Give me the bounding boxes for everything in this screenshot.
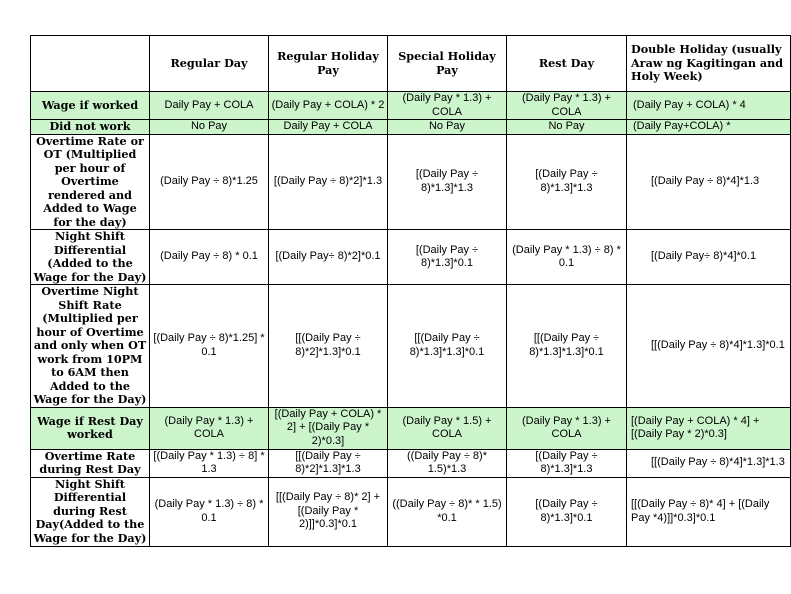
table-cell: [[(Daily Pay ÷ 8)*2]*1.3]*0.1 (269, 285, 388, 408)
table-cell: ((Daily Pay ÷ 8)* 1.5)*1.3 (388, 449, 507, 477)
table-cell: (Daily Pay * 1.5) + COLA (388, 407, 507, 449)
table-cell: [[(Daily Pay ÷ 8)*1.3]*1.3]*0.1 (507, 285, 627, 408)
table-cell: (Daily Pay + COLA) * 2 (269, 92, 388, 120)
row-label: Overtime Rate during Rest Day (31, 449, 150, 477)
column-header-special-holiday: Special Holiday Pay (388, 36, 507, 92)
table-cell: (Daily Pay ÷ 8) * 0.1 (150, 230, 269, 285)
table-cell: No Pay (507, 120, 627, 135)
row-label: Overtime Night Shift Rate (Multiplied per hour of Overtime and only when OT work from 10PM to 6AM then Added to the Wage for the Day) (31, 285, 150, 408)
column-header-rest-day: Rest Day (507, 36, 627, 92)
row-label: Wage if worked (31, 92, 150, 120)
table-row (31, 285, 791, 408)
row-label: Overtime Rate or OT (Multiplied per hour of Overtime rendered and Added to Wage for the day) (31, 134, 150, 230)
table-cell: (Daily Pay * 1.3) + COLA (507, 407, 627, 449)
table-cell: (Daily Pay * 1.3) ÷ 8) * 0.1 (150, 477, 269, 546)
row-label: Wage if Rest Day worked (31, 407, 150, 449)
table-cell: [(Daily Pay÷ 8)*2]*0.1 (269, 230, 388, 285)
table-cell: [(Daily Pay ÷ 8)*1.3]*1.3 (507, 134, 627, 230)
table-row (31, 120, 791, 135)
table-row (31, 449, 791, 477)
holiday-pay-table (30, 35, 791, 547)
column-header-double-holiday: Double Holiday (usually Araw ng Kagitingan and Holy Week) (627, 36, 791, 92)
table-cell: [[(Daily Pay ÷ 8)*1.3]*1.3]*0.1 (388, 285, 507, 408)
header-row (31, 36, 791, 92)
table-cell: [[(Daily Pay ÷ 8)*4]*1.3]*0.1 (627, 285, 791, 408)
table-cell: (Daily Pay * 1.3) + COLA (388, 92, 507, 120)
table-row (31, 230, 791, 285)
table-cell: (Daily Pay * 1.3) + COLA (150, 407, 269, 449)
row-label: Night Shift Differential during Rest Day(Added to the Wage for the Day) (31, 477, 150, 546)
table-cell: Daily Pay + COLA (150, 92, 269, 120)
table-cell: [(Daily Pay ÷ 8)*1.3]*1.3 (507, 449, 627, 477)
table-cell: [(Daily Pay ÷ 8)*2]*1.3 (269, 134, 388, 230)
table-cell: [(Daily Pay÷ 8)*4]*0.1 (627, 230, 791, 285)
table-cell: No Pay (150, 120, 269, 135)
table-cell: (Daily Pay * 1.3) ÷ 8) * 0.1 (507, 230, 627, 285)
table-row (31, 407, 791, 449)
row-label: Did not work (31, 120, 150, 135)
table-cell: [(Daily Pay ÷ 8)*1.25] * 0.1 (150, 285, 269, 408)
row-label: Night Shift Differential (Added to the Wage for the Day) (31, 230, 150, 285)
table-cell: [[(Daily Pay ÷ 8)*2]*1.3]*1.3 (269, 449, 388, 477)
table-cell: [(Daily Pay ÷ 8)*4]*1.3 (627, 134, 791, 230)
table-cell: [[(Daily Pay ÷ 8)* 4] + [(Daily Pay *4)]]*0.3]*0.1 (627, 477, 791, 546)
table-cell: (Daily Pay * 1.3) + COLA (507, 92, 627, 120)
table-cell: No Pay (388, 120, 507, 135)
table-cell: [(Daily Pay ÷ 8)*1.3]*0.1 (388, 230, 507, 285)
column-header-regular-holiday: Regular Holiday Pay (269, 36, 388, 92)
table-cell: (Daily Pay + COLA) * 4 (627, 92, 791, 120)
table-cell: [(Daily Pay ÷ 8)*1.3]*1.3 (388, 134, 507, 230)
table-cell: [(Daily Pay ÷ 8)*1.3]*0.1 (507, 477, 627, 546)
table-row (31, 92, 791, 120)
table-cell: [[(Daily Pay ÷ 8)* 2] + [(Daily Pay * 2)]]*0.3]*0.1 (269, 477, 388, 546)
table-row (31, 477, 791, 546)
table-cell: Daily Pay + COLA (269, 120, 388, 135)
table-cell: (Daily Pay+COLA) * (627, 120, 791, 135)
table-cell: ((Daily Pay ÷ 8)* * 1.5) *0.1 (388, 477, 507, 546)
table-row (31, 134, 791, 230)
table-cell: (Daily Pay ÷ 8)*1.25 (150, 134, 269, 230)
table-cell: [(Daily Pay * 1.3) ÷ 8] * 1.3 (150, 449, 269, 477)
table-cell: [(Daily Pay + COLA) * 4] + [(Daily Pay * 2)*0.3] (627, 407, 791, 449)
table-cell: [(Daily Pay + COLA) * 2] + [(Daily Pay * 2)*0.3] (269, 407, 388, 449)
pay-rate-sheet (30, 35, 785, 547)
column-header-regular-day: Regular Day (150, 36, 269, 92)
table-cell: [[(Daily Pay ÷ 8)*4]*1.3]*1.3 (627, 449, 791, 477)
header-corner-cell (31, 36, 150, 92)
